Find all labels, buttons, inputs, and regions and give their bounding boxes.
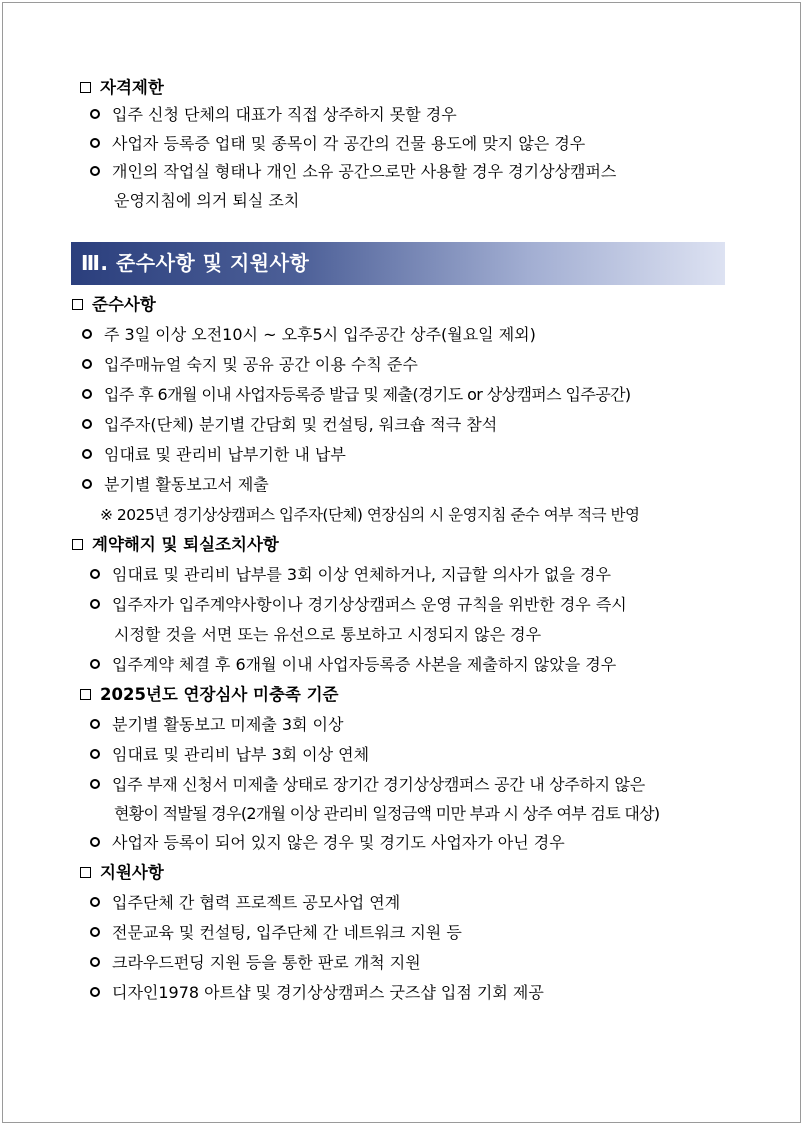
circle-bullet-icon (90, 837, 100, 847)
list-item: 주 3일 이상 오전10시 ~ 오후5시 입주공간 상주(월요일 제외) (82, 324, 536, 346)
list-item: 크라우드펀딩 지원 등을 통한 판로 개척 지원 (90, 952, 421, 974)
list-item: 임대료 및 관리비 납부를 3회 이상 연체하거나, 지급할 의사가 없을 경우 (90, 564, 611, 586)
list-item-continuation: 시정할 것을 서면 또는 유선으로 통보하고 시정되지 않은 경우 (114, 625, 542, 644)
list-item: 분기별 활동보고서 제출 (82, 474, 269, 496)
circle-bullet-icon (90, 987, 100, 997)
checkbox-square-icon (80, 689, 91, 700)
section-title: Ⅲ. 준수사항 및 지원사항 (81, 251, 310, 275)
circle-bullet-icon (90, 599, 100, 609)
list-item: 사업자 등록이 되어 있지 않은 경우 및 경기도 사업자가 아닌 경우 (90, 832, 565, 854)
list-item: 입주자가 입주계약사항이나 경기상상캠퍼스 운영 규칙을 위반한 경우 즉시 (90, 594, 627, 616)
list-item: 분기별 활동보고 미제출 3회 이상 (90, 714, 343, 736)
list-item: 입주자(단체) 분기별 간담회 및 컨설팅, 워크숍 적극 참석 (82, 414, 497, 436)
circle-bullet-icon (90, 166, 100, 176)
checkbox-square-icon (80, 82, 91, 93)
circle-bullet-icon (90, 719, 100, 729)
checkbox-square-icon (72, 299, 83, 310)
checkbox-square-icon (80, 867, 91, 878)
circle-bullet-icon (90, 659, 100, 669)
termination-heading: 계약해지 및 퇴실조치사항 (72, 534, 279, 556)
circle-bullet-icon (90, 927, 100, 937)
circle-bullet-icon (82, 389, 92, 399)
list-item: 디자인1978 아트샵 및 경기상상캠퍼스 굿즈샵 입점 기회 제공 (90, 982, 544, 1004)
list-item: 입주 신청 단체의 대표가 직접 상주하지 못할 경우 (90, 104, 457, 126)
list-item: 입주단체 간 협력 프로젝트 공모사업 연계 (90, 892, 400, 914)
list-item: 임대료 및 관리비 납부 3회 이상 연체 (90, 744, 369, 766)
circle-bullet-icon (82, 419, 92, 429)
qualification-heading: 자격제한 (80, 77, 164, 99)
list-item: 전문교육 및 컨설팅, 입주단체 간 네트워크 지원 등 (90, 922, 462, 944)
list-item: 입주 후 6개월 이내 사업자등록증 발급 및 제출(경기도 or 상상캠퍼스 입주공간) (82, 384, 631, 406)
compliance-heading: 준수사항 (72, 294, 156, 316)
list-item: 임대료 및 관리비 납부기한 내 납부 (82, 444, 346, 466)
list-item: 입주 부재 신청서 미제출 상태로 장기간 경기상상캠퍼스 공간 내 상주하지 않은 (90, 774, 645, 796)
list-item-continuation: 운영지침에 의거 퇴실 조치 (114, 191, 300, 210)
section-banner (71, 242, 725, 285)
circle-bullet-icon (90, 569, 100, 579)
support-heading: 지원사항 (80, 862, 164, 884)
compliance-note: ※ 2025년 경기상상캠퍼스 입주자(단체) 연장심의 시 운영지침 준수 여부 적극 반영 (100, 506, 640, 524)
circle-bullet-icon (82, 479, 92, 489)
circle-bullet-icon (90, 109, 100, 119)
list-item-continuation: 현황이 적발될 경우(2개월 이상 관리비 일정금액 미만 부과 시 상주 여부 검토 대상) (114, 804, 660, 823)
circle-bullet-icon (90, 897, 100, 907)
renewal-heading: 2025년도 연장심사 미충족 기준 (80, 684, 339, 706)
circle-bullet-icon (82, 329, 92, 339)
circle-bullet-icon (82, 359, 92, 369)
circle-bullet-icon (90, 779, 100, 789)
list-item: 입주계약 체결 후 6개월 이내 사업자등록증 사본을 제출하지 않았을 경우 (90, 654, 616, 676)
list-item: 개인의 작업실 형태나 개인 소유 공간으로만 사용할 경우 경기상상캠퍼스 (90, 161, 616, 183)
circle-bullet-icon (82, 449, 92, 459)
checkbox-square-icon (72, 539, 83, 550)
circle-bullet-icon (90, 749, 100, 759)
circle-bullet-icon (90, 138, 100, 148)
list-item: 사업자 등록증 업태 및 종목이 각 공간의 건물 용도에 맞지 않은 경우 (90, 133, 585, 155)
list-item: 입주매뉴얼 숙지 및 공유 공간 이용 수칙 준수 (82, 354, 418, 376)
circle-bullet-icon (90, 957, 100, 967)
